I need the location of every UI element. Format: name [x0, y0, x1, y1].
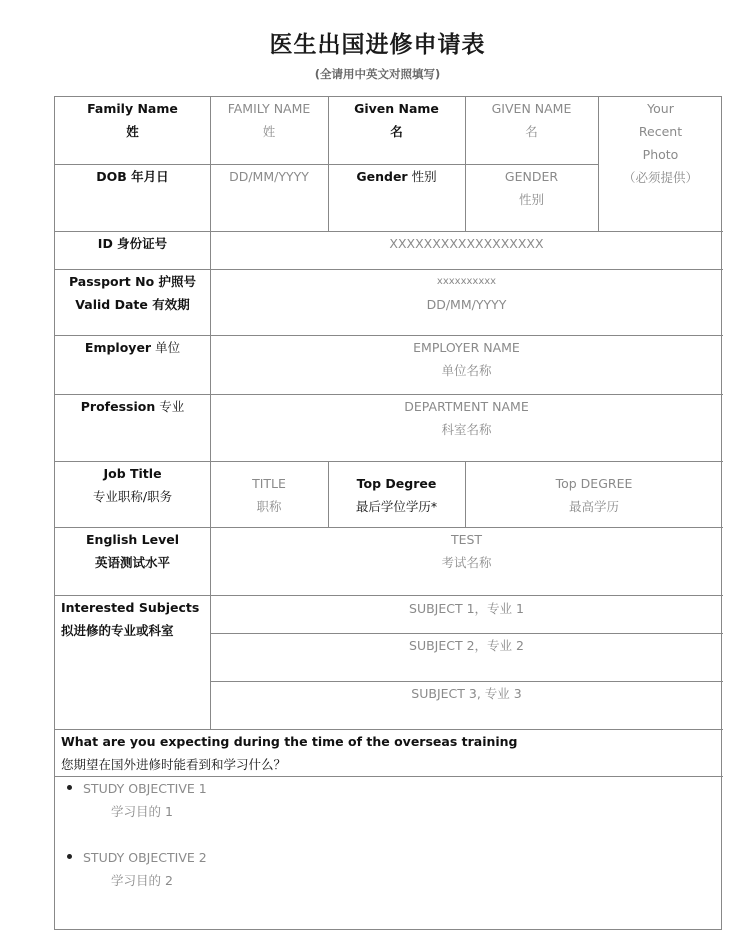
photo-placeholder[interactable] [598, 97, 723, 189]
job-title-value-cn: 职称 [256, 499, 282, 514]
given-name-value-cn: 名 [525, 124, 538, 139]
photo-line-4: （必须提供） [622, 170, 698, 185]
english-level-label-cn: 英语测试水平 [94, 555, 170, 570]
passport-no-label: Passport No 护照号 [68, 274, 197, 289]
given-name-value-en: GIVEN NAME [491, 101, 572, 116]
english-level-label-en: English Level [86, 532, 179, 547]
photo-line-1: Your [647, 101, 674, 116]
id-label: ID 身份证号 [97, 236, 168, 251]
dob-field[interactable]: DD/MM/YYYY [229, 169, 309, 184]
english-level-value-en: TEST [450, 532, 483, 547]
given-name-label [328, 97, 465, 143]
given-name-label-en: Given Name [354, 101, 439, 116]
top-degree-field[interactable] [465, 472, 723, 518]
family-name-label-cn: 姓 [126, 124, 139, 139]
objective-item[interactable] [61, 846, 461, 892]
photo-line-3: Photo [642, 147, 679, 162]
top-degree-label-cn: 最后学位学历* [355, 499, 438, 514]
job-title-label [55, 462, 210, 508]
family-name-value-cn: 姓 [262, 124, 276, 139]
subject-field-3[interactable]: SUBJECT 3, 专业 3 [411, 686, 522, 701]
top-degree-label-en: Top Degree [356, 476, 437, 491]
gender-label-cn: 性别 [411, 169, 437, 184]
profession-label-cn: 专业 [159, 399, 185, 414]
bullet-icon [67, 785, 72, 790]
english-level-label [55, 528, 210, 574]
job-title-label-cn: 专业职称/职务 [92, 489, 173, 504]
family-name-label-en: Family Name [87, 101, 178, 116]
employer-field[interactable] [210, 336, 723, 382]
top-degree-label [328, 472, 465, 518]
employer-value-en: EMPLOYER NAME [413, 340, 520, 355]
family-name-field[interactable] [210, 97, 328, 143]
page-title: 医生出国进修申请表 [269, 32, 486, 58]
subject-field-1[interactable]: SUBJECT 1，专业 1 [409, 601, 524, 616]
employer-label-cn: 单位 [155, 340, 181, 355]
gender-label [328, 165, 465, 188]
objective-1-en: STUDY OBJECTIVE 1 [83, 781, 207, 796]
english-level-field[interactable] [210, 528, 723, 574]
page-subtitle: (全请用中英文对照填写) [314, 67, 441, 81]
photo-line-2: Recent [638, 124, 683, 139]
english-level-value-cn: 考试名称 [441, 555, 492, 570]
subjects-label-en: Interested Subjects [61, 600, 200, 615]
employer-value-cn: 单位名称 [441, 363, 492, 378]
top-degree-value-en: Top DEGREE [555, 476, 633, 491]
profession-label [55, 395, 210, 418]
bullet-icon [67, 854, 72, 859]
profession-field[interactable] [210, 395, 723, 441]
dob-label: DOB 年月日 [96, 169, 169, 184]
subjects-label [61, 596, 211, 642]
subject-field-2[interactable]: SUBJECT 2，专业 2 [409, 638, 524, 653]
profession-label-en: Profession [80, 399, 156, 414]
job-title-label-en: Job Title [103, 466, 162, 481]
job-title-value-en: TITLE [252, 476, 286, 491]
gender-label-en: Gender [356, 169, 408, 184]
family-name-label [55, 97, 210, 143]
gender-field[interactable] [465, 165, 598, 211]
subjects-label-cn: 拟进修的专业或科室 [61, 623, 174, 638]
given-name-label-cn: 名 [390, 124, 403, 139]
gender-value-cn: 性别 [518, 192, 544, 207]
id-field[interactable]: XXXXXXXXXXXXXXXXXX [389, 236, 544, 251]
objective-2-cn: 学习目的 2 [111, 873, 173, 888]
passport-valid-label: Valid Date 有效期 [75, 297, 190, 312]
objective-2-en: STUDY OBJECTIVE 2 [83, 850, 207, 865]
passport-no-value: xxxxxxxxxx [436, 276, 497, 287]
application-form [54, 96, 722, 930]
expectation-question-cn: 您期望在国外进修时能看到和学习什么？ [61, 757, 287, 772]
passport-field[interactable] [210, 270, 723, 316]
profession-value-cn: 科室名称 [441, 422, 492, 437]
top-degree-value-cn: 最高学历 [568, 499, 619, 514]
objective-item[interactable] [61, 777, 461, 823]
expectation-question [61, 730, 721, 776]
job-title-field[interactable] [210, 472, 328, 518]
employer-label [55, 336, 210, 359]
passport-valid-value: DD/MM/YYYY [426, 297, 507, 312]
family-name-value-en: FAMILY NAME [227, 101, 311, 116]
profession-value-en: DEPARTMENT NAME [404, 399, 529, 414]
expectation-question-en: What are you expecting during the time of the overseas training [61, 734, 518, 749]
given-name-field[interactable] [465, 97, 598, 143]
passport-label [55, 270, 210, 316]
gender-value-en: GENDER [504, 169, 559, 184]
employer-label-en: Employer [84, 340, 152, 355]
objective-1-cn: 学习目的 1 [111, 804, 173, 819]
